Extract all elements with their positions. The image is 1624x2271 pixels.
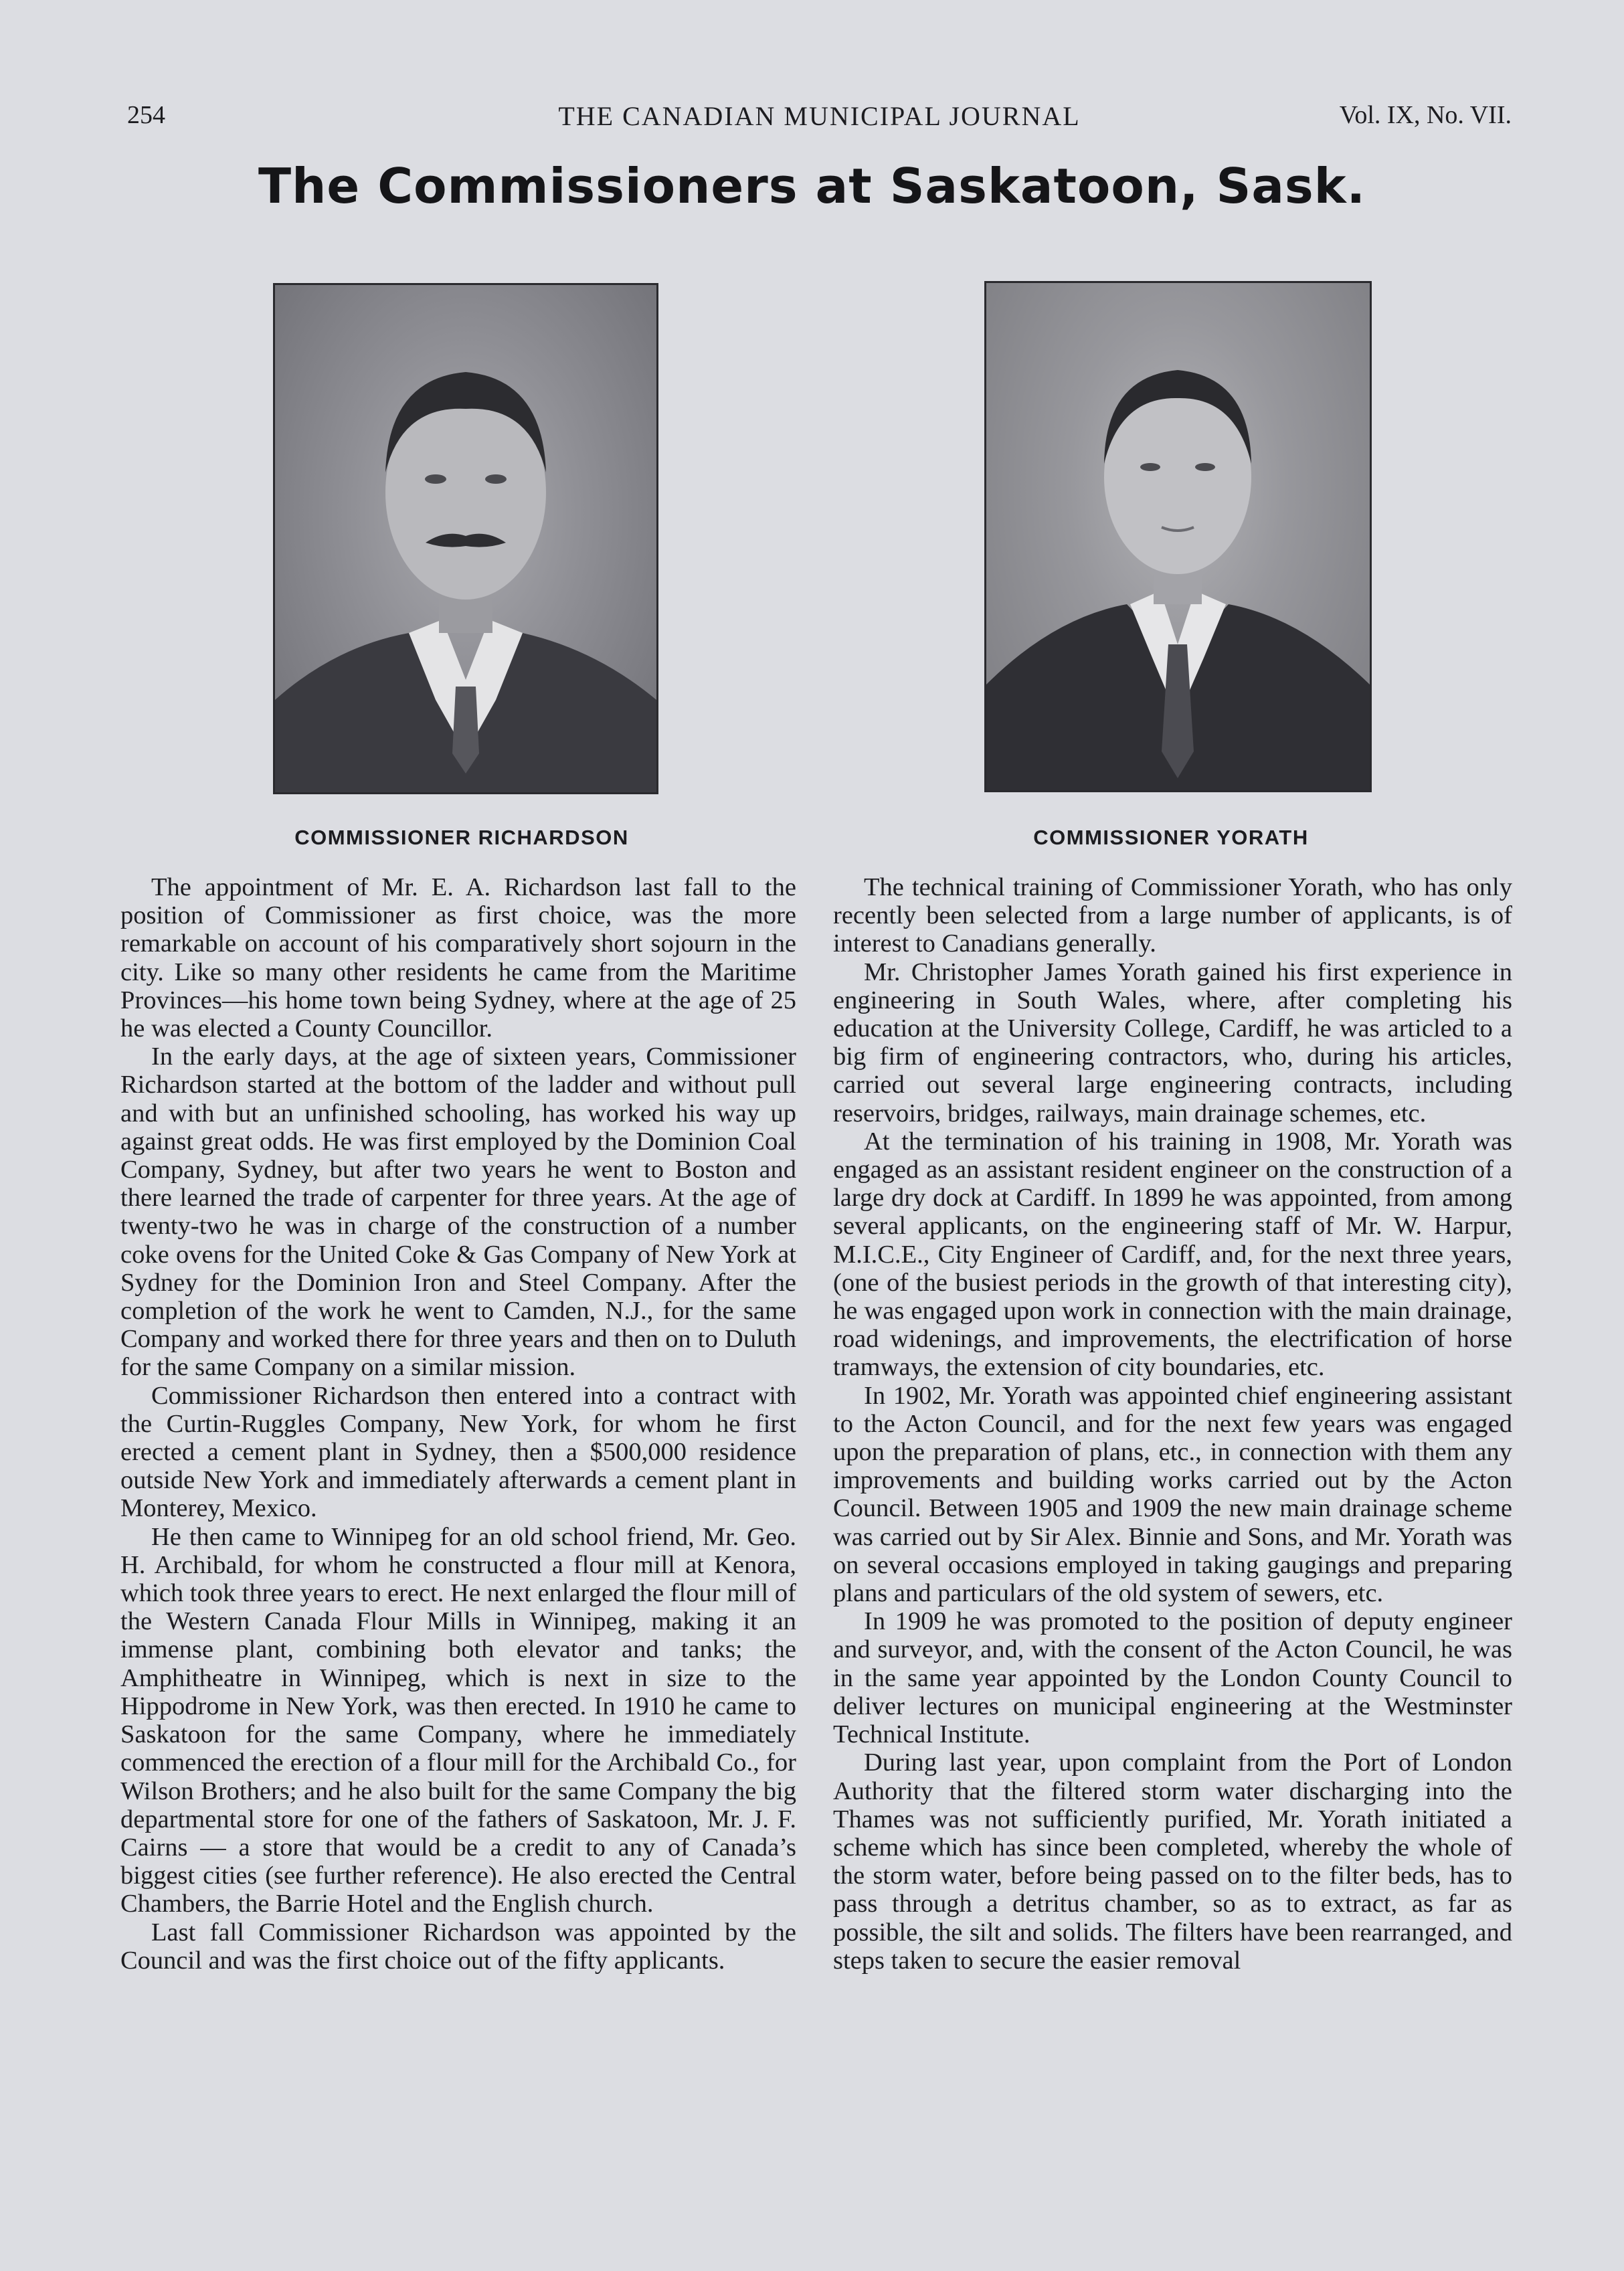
volume-number: Vol. IX, No. VII. — [1339, 101, 1512, 129]
paragraph: Mr. Christopher James Yorath gained his first experience in engineering in South Wales, where, after completing his education at the University College, Cardiff, he was articled to a big firm of engineering contractors, who, during his articles, carried out several large engineering contracts, including reservoirs, bridges, railways, main drainage schemes, etc. — [833, 958, 1512, 1127]
paragraph: He then came to Winnipeg for an old school friend, Mr. Geo. H. Archibald, for whom he constructed a flour mill at Kenora, which took three years to erect. He next enlarged the flour mill of the Western Canada Flour Mills in Winnipeg, making it an immense plant, combining both elevator and tanks; the Amphitheatre in Winnipeg, which is next in size to the Hippodrome in New York, was then erected. In 1910 he came to Saskatoon for the same Company, where he immediately commenced the erection of a flour mill for the Archibald Co., for Wilson Brothers; and he also built for the same Company the big departmental store for one of the fathers of Saskatoon, Mr. J. F. Cairns — a store that would be a credit to any of Canada’s biggest cities (see further reference). He also erected the Central Chambers, the Barrie Hotel and the English church. — [120, 1522, 796, 1918]
portrait-photo-richardson — [273, 283, 658, 794]
right-column — [833, 873, 1512, 1975]
running-head — [127, 100, 1512, 141]
caption-yorath: COMMISSIONER YORATH — [1033, 826, 1309, 849]
paragraph: During last year, upon complaint from the Port of London Authority that the filtered storm water discharging into the Thames was not sufficiently purified, Mr. Yorath initiated a scheme which has since been completed, whereby the whole of the storm water, before being passed on to the filter beds, has to pass through a detritus chamber, so as to extract, as far as possible, the silt and solids. The filters have been rearranged, and steps taken to secure the easier removal — [833, 1748, 1512, 1975]
paragraph: Last fall Commissioner Richardson was appointed by the Council and was the first choice out of the fifty applicants. — [120, 1918, 796, 1975]
paragraph: The appointment of Mr. E. A. Richardson last fall to the position of Commissioner as first choice, was the more remarkable on account of his comparatively short sojourn in the city. Like so many other residents he came from the Maritime Provinces—his home town being Sydney, where at the age of 25 he was elected a County Councillor. — [120, 873, 796, 1043]
left-column — [120, 873, 796, 1975]
paragraph: In 1909 he was promoted to the position of deputy engineer and surveyor, and, with the consent of the Acton Council, he was in the same year appointed by the London County Council to deliver lectures on municipal engineering at the Westminster Technical Institute. — [833, 1607, 1512, 1749]
caption-richardson: COMMISSIONER RICHARDSON — [294, 826, 629, 849]
paragraph: In 1902, Mr. Yorath was appointed chief engineering assistant to the Acton Council, and for the next few years was engaged upon the preparation of plans, etc., in connection with them any improvements and building works carried out by the Acton Council. Between 1905 and 1909 the new main drainage scheme was carried out by Sir Alex. Binnie and Sons, and Mr. Yorath was on several occasions employed in taking gaugings and preparing plans and particulars of the old system of sewers, etc. — [833, 1381, 1512, 1608]
journal-title: THE CANADIAN MUNICIPAL JOURNAL — [558, 101, 1081, 131]
paragraph: Commissioner Richardson then entered into a contract with the Curtin-Ruggles Company, New York, for whom he first erected a cement plant in Sydney, then a $500,000 residence outside New York and immediately afterwards a cement plant in Monterey, Mexico. — [120, 1381, 796, 1523]
portrait-illustration-yorath — [986, 283, 1370, 790]
article-title: The Commissioners at Saskatoon, Sask. — [258, 158, 1366, 214]
paragraph: In the early days, at the age of sixteen years, Commissioner Richardson started at the bottom of the ladder and without pull and with but an unfinished schooling, has worked his way up against great odds. He was first employed by the Dominion Coal Company, Sydney, but after two years he went to Boston and there learned the trade of carpenter for three years. At the age of twenty-two he was in charge of the construction of a number coke ovens for the United Coke & Gas Company of New York at Sydney for the Dominion Iron and Steel Company. After the completion of the work he went to Camden, N.J., for the same Company and worked there for three years and then on to Duluth for the same Company on a similar mission. — [120, 1042, 796, 1382]
paragraph: The technical training of Commissioner Yorath, who has only recently been selected from a large number of applicants, is of interest to Canadians generally. — [833, 873, 1512, 958]
portrait-photo-yorath — [984, 281, 1372, 792]
page-number: 254 — [127, 101, 165, 129]
paragraph: At the termination of his training in 1908, Mr. Yorath was engaged as an assistant resident engineer on the construction of a large dry dock at Cardiff. In 1899 he was appointed, from among several applicants, on the engineering staff of Mr. W. Harpur, M.I.C.E., City Engineer of Cardiff, and, for the next three years, (one of the busiest periods in the growth of that interesting city), he was engaged upon work in connection with the main drainage, road widenings, and improvements, the electrification of horse tramways, the extension of city boundaries, etc. — [833, 1127, 1512, 1382]
portrait-illustration-richardson — [275, 285, 656, 792]
